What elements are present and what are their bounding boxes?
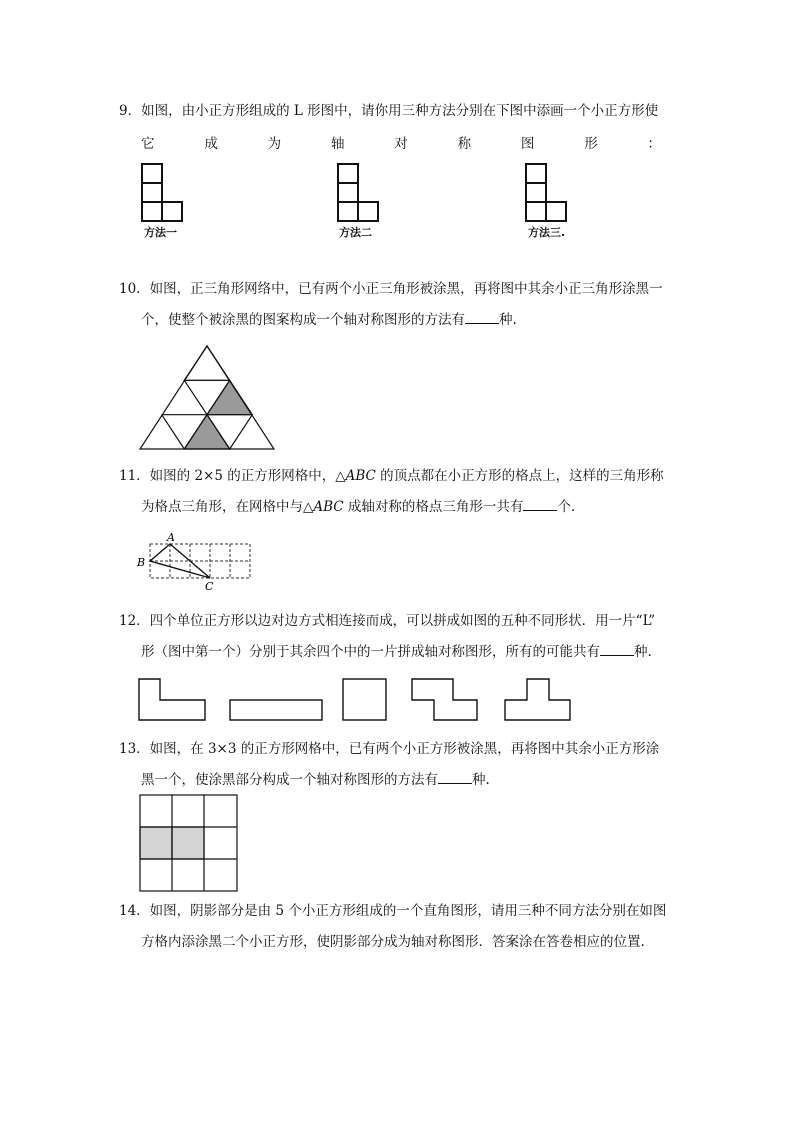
q11-text: 成轴对称的格点三角形一共有 xyxy=(343,499,524,515)
shape-z xyxy=(412,679,477,720)
q14-line1: 14．如图，阴影部分是由 5 个小正方形组成的一个直角图形，请用三种不同方法分别在如图 xyxy=(119,903,667,919)
q11-text: 的顶点都在小正方形的格点上，这样的三角形称 xyxy=(375,468,664,484)
q10-text: 个，使整个被涂黑的图案构成一个轴对称图形的方法有 xyxy=(141,312,465,328)
q9-caption-3: 方法三. xyxy=(528,226,566,239)
question-9 xyxy=(119,96,679,160)
q13-line2 xyxy=(119,765,679,796)
q9-char: 为 xyxy=(267,136,282,152)
question-11 xyxy=(119,461,679,523)
q9-char: ： xyxy=(647,136,661,152)
q9-char: 对 xyxy=(394,136,408,152)
q10-triangle-grid xyxy=(139,345,275,451)
q10-line1: 10．如图，正三角形网络中，已有两个小正三角形被涂黑，再将图中其余小正三角形涂黑一 xyxy=(119,281,663,297)
q9-figure-method-3 xyxy=(525,163,569,223)
shape-i xyxy=(230,700,322,720)
q9-figure-method-1 xyxy=(141,163,185,223)
shape-t xyxy=(505,679,570,720)
question-13 xyxy=(119,734,679,796)
q9-char: 称 xyxy=(457,136,472,152)
q11-grid-figure xyxy=(136,530,261,593)
q12-text: 种. xyxy=(634,644,652,660)
label-a: A xyxy=(167,531,175,544)
q13-text: 黑一个，使涂黑部分构成一个轴对称图形的方法有 xyxy=(141,772,438,788)
answer-blank[interactable] xyxy=(438,771,472,784)
q9-caption-1: 方法一 xyxy=(144,226,177,239)
q10-text: 种. xyxy=(499,312,517,328)
q10-line2 xyxy=(119,305,679,336)
question-10 xyxy=(119,274,679,336)
q13-text: 种. xyxy=(472,772,490,788)
q9-line1: 9．如图，由小正方形组成的 L 形图中，请你用三种方法分别在下图中添画一个小正方形使 xyxy=(119,103,659,119)
q9-char: 形 xyxy=(584,136,598,152)
q14-line2: 方格内添涂黑二个小正方形，使阴影部分成为轴对称图形．答案涂在答卷相应的位置. xyxy=(141,934,645,950)
q11-text: 为格点三角形，在网格中与△ xyxy=(141,499,314,515)
q11-text: 11．如图的 2×5 的正方形网格中，△ xyxy=(119,468,346,484)
shape-o xyxy=(343,679,386,720)
q12-tetromino-shapes xyxy=(138,678,578,722)
q9-figure-method-2 xyxy=(337,163,381,223)
answer-blank[interactable] xyxy=(523,498,557,511)
q11-var: ABC xyxy=(313,499,344,515)
q9-char: 轴 xyxy=(330,136,345,152)
label-b: B xyxy=(137,556,146,569)
q11-text: 个. xyxy=(557,499,576,515)
answer-blank[interactable] xyxy=(465,311,499,324)
question-12 xyxy=(119,606,679,668)
q9-line2 xyxy=(119,129,661,160)
q12-line1: 12．四个单位正方形以边对边方式相连接而成，可以拼成如图的五种不同形状．用一片“L” xyxy=(119,613,656,629)
q11-line1 xyxy=(119,461,679,492)
shape-l xyxy=(139,679,205,720)
q9-char: 它 xyxy=(141,136,155,152)
q11-line2 xyxy=(119,492,679,523)
label-c: C xyxy=(205,580,214,593)
answer-blank[interactable] xyxy=(600,643,634,656)
q9-char: 图 xyxy=(520,136,535,152)
q13-line1: 13．如图，在 3×3 的正方形网格中，已有两个小正方形被涂黑，再将图中其余小正方形涂 xyxy=(119,741,660,757)
q9-caption-2: 方法二 xyxy=(339,226,372,239)
q9-char: 成 xyxy=(204,136,218,152)
q12-line2 xyxy=(119,637,679,668)
q11-var: ABC xyxy=(345,468,376,484)
question-14 xyxy=(119,896,679,958)
q13-grid-3x3 xyxy=(139,794,239,893)
q12-text: 形（图中第一个）分别于其余四个中的一片拼成轴对称图形，所有的可能共有 xyxy=(141,644,600,660)
